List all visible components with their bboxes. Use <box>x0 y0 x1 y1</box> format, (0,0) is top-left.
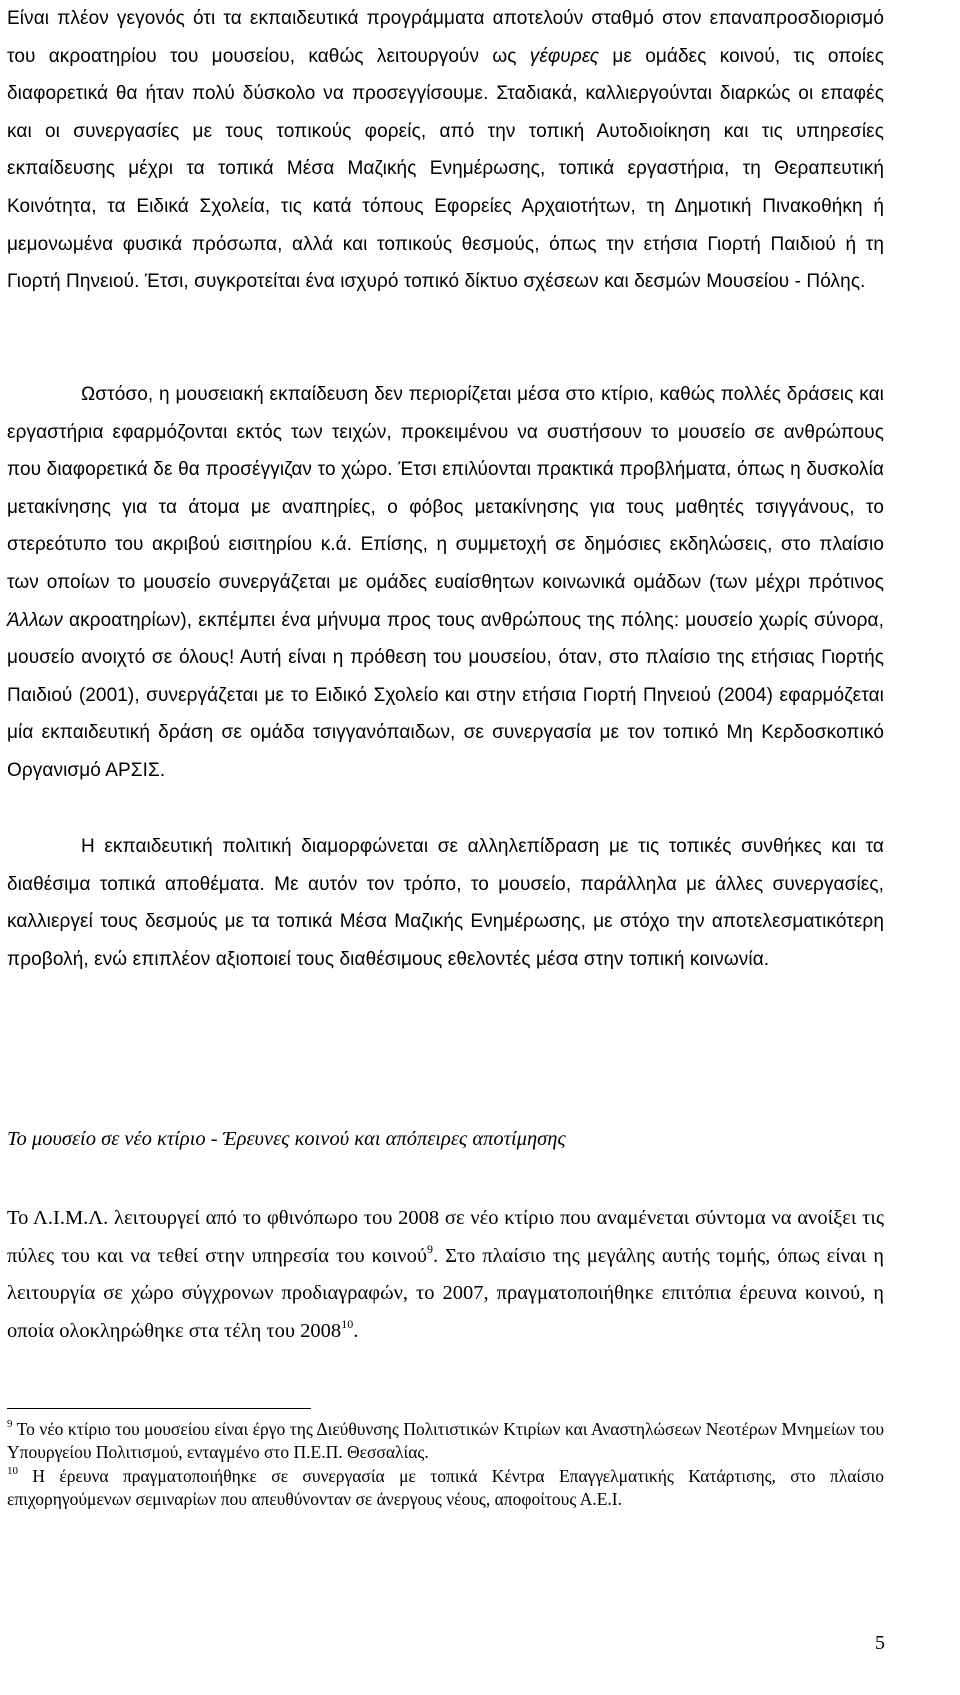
section-heading: Το μουσείο σε νέο κτίριο - Έρευνες κοινού και απόπειρες αποτίμησης <box>7 1128 566 1150</box>
footnote-10 <box>7 1465 884 1510</box>
paragraph-1-text-a: Είναι πλέον γεγονός ότι τα εκπαιδευτικά προγράμματα αποτελούν σταθμό στον επαναπροσδιορισμό του ακροατηρίου του μουσείου, καθώς λειτουργούν ως <box>7 8 884 67</box>
footnote-text: Η έρευνα πραγματοποιήθηκε σε συνεργασία με τοπικά Κέντρα Επαγγελματικής Κατάρτισης, στο πλαίσιο επιχορηγούμενων σεμιναρίων που απευθύνονταν σε άνεργους νέους, αποφοίτους Α.Ε.Ι. <box>7 1466 884 1509</box>
footnote-9 <box>7 1418 884 1463</box>
paragraph-4-text-c: . <box>353 1319 359 1342</box>
paragraph-1 <box>7 0 884 301</box>
footnote-divider <box>7 1408 311 1409</box>
page-number: 5 <box>875 1632 885 1654</box>
footnote-ref-10[interactable]: 10 <box>341 1316 354 1331</box>
footnote-number: 9 <box>7 1418 13 1430</box>
paragraph-2-emphasis: Άλλων <box>7 609 63 631</box>
paragraph-3 <box>7 828 884 978</box>
paragraph-2-text-a: Ωστόσο, η μουσειακή εκπαίδευση δεν περιορίζεται μέσα στο κτίριο, καθώς πολλές δράσεις και εργαστήρια εφαρμόζονται εκτός των τειχών, προκειμένου να συστήσουν το μουσείο σε ανθρώπους που διαφορετικά δε θα προσέγγιζαν το χώρο. Έτσι επιλύονται πρακτικά προβλήματα, όπως η δυσκολία μετακίνησης για τα άτομα με αναπηρίες, ο φόβος μετακίνησης για τους μαθητές τσιγγάνους, το στερεότυπο του ακριβού εισιτηρίου κ.ά. Επίσης, η συμμετοχή σε δημόσιες εκδηλώσεις, στο πλαίσιο των οποίων το μουσείο συνεργάζεται με ομάδες ευαίσθητων κοινωνικά ομάδων (των μέχρι πρότινος <box>7 384 884 593</box>
paragraph-3-text: Η εκπαιδευτική πολιτική διαμορφώνεται σε αλληλεπίδραση με τις τοπικές συνθήκες και τα διαθέσιμα τοπικά αποθέματα. Με αυτόν τον τρόπο, το μουσείο, παράλληλα με άλλες συνεργασίες, καλλιεργεί τους δεσμούς με τα τοπικά Μέσα Μαζικής Ενημέρωσης, με στόχο την αποτελεσματικότερη προβολή, ενώ επιπλέον αξιοποιεί τους διαθέσιμους εθελοντές μέσα στην τοπική κοινωνία. <box>7 836 884 970</box>
footnote-ref-9[interactable]: 9 <box>426 1241 433 1256</box>
paragraph-1-text-b: με ομάδες κοινού, τις οποίες διαφορετικά θα ήταν πολύ δύσκολο να προσεγγίσουμε. Σταδιακά, καλλιεργούνται διαρκώς οι επαφές και οι συνεργασίες με τους τοπικούς φορείς, από την τοπική Αυτοδιοίκηση και τις υπηρεσίες εκπαίδευσης μέχρι τα τοπικά Μέσα Μαζικής Ενημέρωσης, τοπικά εργαστήρια, τη Θεραπευτική Κοινότητα, τα Ειδικά Σχολεία, τις κατά τόπους Εφορείες Αρχαιοτήτων, τη Δημοτική Πινακοθήκη ή μεμονωμένα φυσικά πρόσωπα, αλλά και τοπικούς θεσμούς, όπως την ετήσια Γιορτή Παιδιού ή τη Γιορτή Πηνειού. Έτσι, συγκροτείται ένα ισχυρό τοπικό δίκτυο σχέσεων και δεσμών Μουσείου - Πόλης. <box>7 45 884 293</box>
paragraph-2 <box>7 376 884 790</box>
footnote-text: Το νέο κτίριο του μουσείου είναι έργο της Διεύθυνσης Πολιτιστικών Κτιρίων και Αναστηλώσεων Νεοτέρων Μνημείων του Υπουργείου Πολιτισμού, ενταγμένο στο Π.Ε.Π. Θεσσαλίας. <box>7 1419 884 1462</box>
paragraph-4-text-a: Το Λ.Ι.Μ.Λ. λειτουργεί από το φθινόπωρο του 2008 σε νέο κτίριο που αναμένεται σύντομα να ανοίξει τις πύλες του και να τεθεί στην υπηρεσία του κοινού <box>7 1207 884 1267</box>
paragraph-4-text-b: . Στο πλαίσιο της μεγάλης αυτής τομής, όπως είναι η λειτουργία σε χώρο σύγχρονων προδιαγραφών, το 2007, πραγματοποιήθηκε επιτόπια έρευνα κοινού, η οποία ολοκληρώθηκε στα τέλη του 2008 <box>7 1244 884 1342</box>
paragraph-4 <box>7 1200 884 1350</box>
paragraph-1-emphasis: γέφυρες <box>529 45 600 67</box>
footnote-number: 10 <box>7 1465 18 1477</box>
paragraph-2-text-b: ακροατηρίων), εκπέμπει ένα μήνυμα προς τους ανθρώπους της πόλης: μουσείο χωρίς σύνορα, μουσείο ανοιχτό σε όλους! Αυτή είναι η πρόθεση του μουσείου, όταν, στο πλαίσιο της ετήσιας Γιορτής Παιδιού (2001), συνεργάζεται με το Ειδικό Σχολείο και στην ετήσια Γιορτή Πηνειού (2004) εφαρμόζεται μία εκπαιδευτική δράση σε ομάδα τσιγγανόπαιδων, σε συνεργασία με τον τοπικό Μη Κερδοσκοπικό Οργανισμό ΑΡΣΙΣ. <box>7 609 884 781</box>
